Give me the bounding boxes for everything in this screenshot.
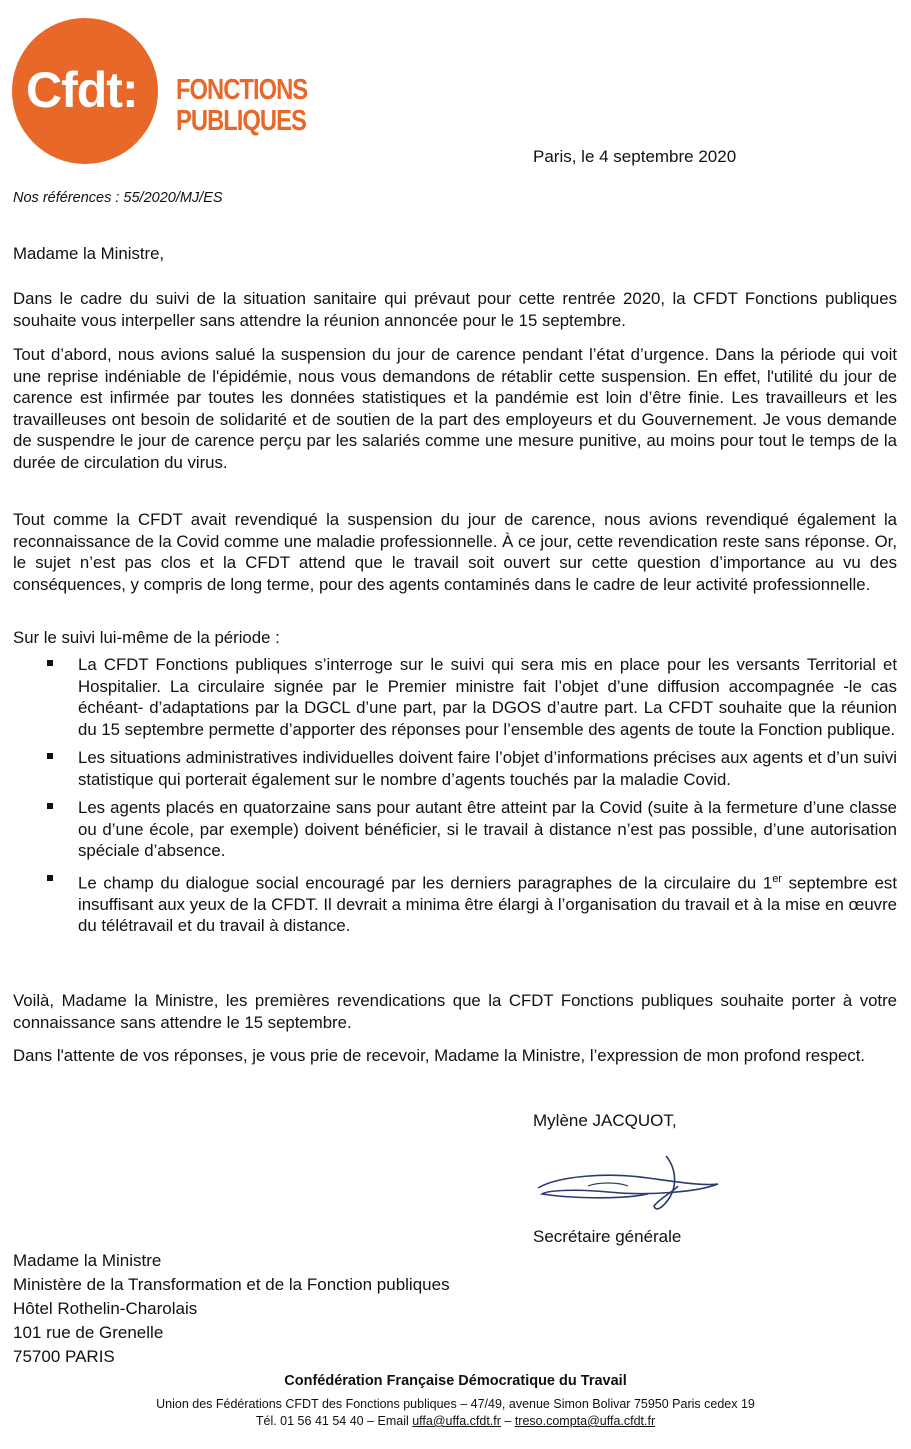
letter-date: Paris, le 4 septembre 2020 <box>533 147 737 166</box>
footer-address: Union des Fédérations CFDT des Fonctions publiques – 47/49, avenue Simon Bolivar 75950 Paris cedex 19 <box>156 1397 755 1411</box>
footer-phone: Tél. 01 56 41 54 40 – Email <box>255 1414 409 1428</box>
bullet-square-icon <box>47 660 53 666</box>
paragraph-2: Tout d’abord, nous avions salué la suspension du jour de carence pendant l’état d’urgence. Dans la période qui voit une reprise indéniable de l'épidémie, nous vous demandons de rétablir cette suspension. En effet, l'utilité du jour de carence est infirmée par toutes les données statistiques et la pandémie est loin d’être finie. Les travailleurs et les travailleuses ont besoin de solidarité et de soutien de la part des employeurs et du Gouvernement. Je vous demande de suspendre le jour de carence perçu par les salariés comme une mesure punitive, au moins pour tout le temps de la durée de circulation du virus. <box>13 345 897 472</box>
email-link-treso[interactable]: treso.compta@uffa.cfdt.fr <box>514 1414 656 1428</box>
bullet-square-icon <box>47 753 53 759</box>
list-item <box>13 654 897 740</box>
footer-separator: – <box>504 1414 512 1428</box>
closing-paragraph-1: Voilà, Madame la Ministre, les premières revendications que la CFDT Fonctions publiques souhaite porter à votre connaissance sans attendre le 15 septembre. <box>13 991 897 1032</box>
logo-line-2: PUBLIQUES <box>176 105 306 137</box>
bullet-text-3: Les agents placés en quatorzaine sans pour autant être atteint par la Covid (suite à la fermeture d’une classe ou d’une école, par exemple) doivent bénéficier, si le travail à distance n’est pas possible, d’une autorisation spéciale d’absence. <box>78 798 897 860</box>
signer-title: Secrétaire générale <box>533 1227 682 1246</box>
address-line: Madame la Ministre <box>13 1251 162 1270</box>
bullet-text-4-before: Le champ du dialogue social encouragé par les derniers paragraphes de la circulaire du 1 <box>78 873 773 893</box>
logo-wordmark <box>176 75 307 137</box>
address-line: Hôtel Rothelin-Charolais <box>13 1299 198 1318</box>
closing-paragraph-2: Dans l'attente de vos réponses, je vous prie de recevoir, Madame la Ministre, l’expression de mon profond respect. <box>13 1046 866 1065</box>
list-item <box>13 747 897 790</box>
paragraph-1: Dans le cadre du suivi de la situation sanitaire qui prévaut pour cette rentrée 2020, la CFDT Fonctions publiques souhaite vous interpeller sans attendre la réunion annoncée pour le 15 septembre. <box>13 289 897 330</box>
logo-mark: Cfdt: <box>26 62 138 118</box>
handwritten-signature <box>528 1148 738 1220</box>
list-item <box>13 869 897 937</box>
bullet-square-icon <box>47 875 53 881</box>
signer-name: Mylène JACQUOT, <box>533 1111 677 1130</box>
address-line: 75700 PARIS <box>13 1347 115 1366</box>
logo-line-1: FONCTIONS <box>176 74 308 106</box>
ordinal-superscript: er <box>772 872 782 885</box>
recipient-address <box>13 1249 450 1369</box>
salutation: Madame la Ministre, <box>13 244 165 263</box>
paragraph-3: Tout comme la CFDT avait revendiqué la suspension du jour de carence, nous avions revendiqué également la reconnaissance de la Covid comme une maladie professionnelle. À ce jour, cette revendication reste sans réponse. Or, le sujet n’est pas clos et la CFDT attend que le travail soit ouvert sur cette question d’importance au vu des conséquences, y compris de long terme, pour des agents contaminés dans le cadre de leur activité professionnelle. <box>13 510 897 594</box>
bullet-square-icon <box>47 803 53 809</box>
list-item <box>13 797 897 862</box>
footer-contact <box>0 1414 911 1428</box>
paragraph-4: Sur le suivi lui-même de la période : <box>13 628 280 647</box>
bullet-text-4-after: septembre est insuffisant aux yeux de la CFDT. Il devrait a minima être élargi à l’organisation du travail et à la mise en œuvre du télétravail et du travail à distance. <box>78 873 897 936</box>
bullet-text-2: Les situations administratives individuelles doivent faire l’objet d’informations précises aux agents et d’un suivi statistique qui porterait également sur le nombre d’agents touchés par la maladie Covid. <box>78 748 897 789</box>
references: Nos références : 55/2020/MJ/ES <box>13 190 223 206</box>
bullet-list <box>13 654 897 944</box>
address-line: 101 rue de Grenelle <box>13 1323 164 1342</box>
address-line: Ministère de la Transformation et de la Fonction publiques <box>13 1275 450 1294</box>
email-link-uffa[interactable]: uffa@uffa.cfdt.fr <box>412 1414 501 1428</box>
footer-title: Confédération Française Démocratique du Travail <box>284 1373 627 1389</box>
bullet-text-1: La CFDT Fonctions publiques s’interroge sur le suivi qui sera mis en place pour les versants Territorial et Hospitalier. La circulaire signée par le Premier ministre fait l’objet d’une diffusion accompagnée -le cas échéant- d’adaptations par la DGCL d’une part, par la DGOS d’autre part. La CFDT souhaite que la réunion du 15 septembre permette d’apporter des réponses pour l’ensemble des agents de toute la Fonction publique. <box>78 655 897 739</box>
cfdt-logo <box>12 18 312 166</box>
